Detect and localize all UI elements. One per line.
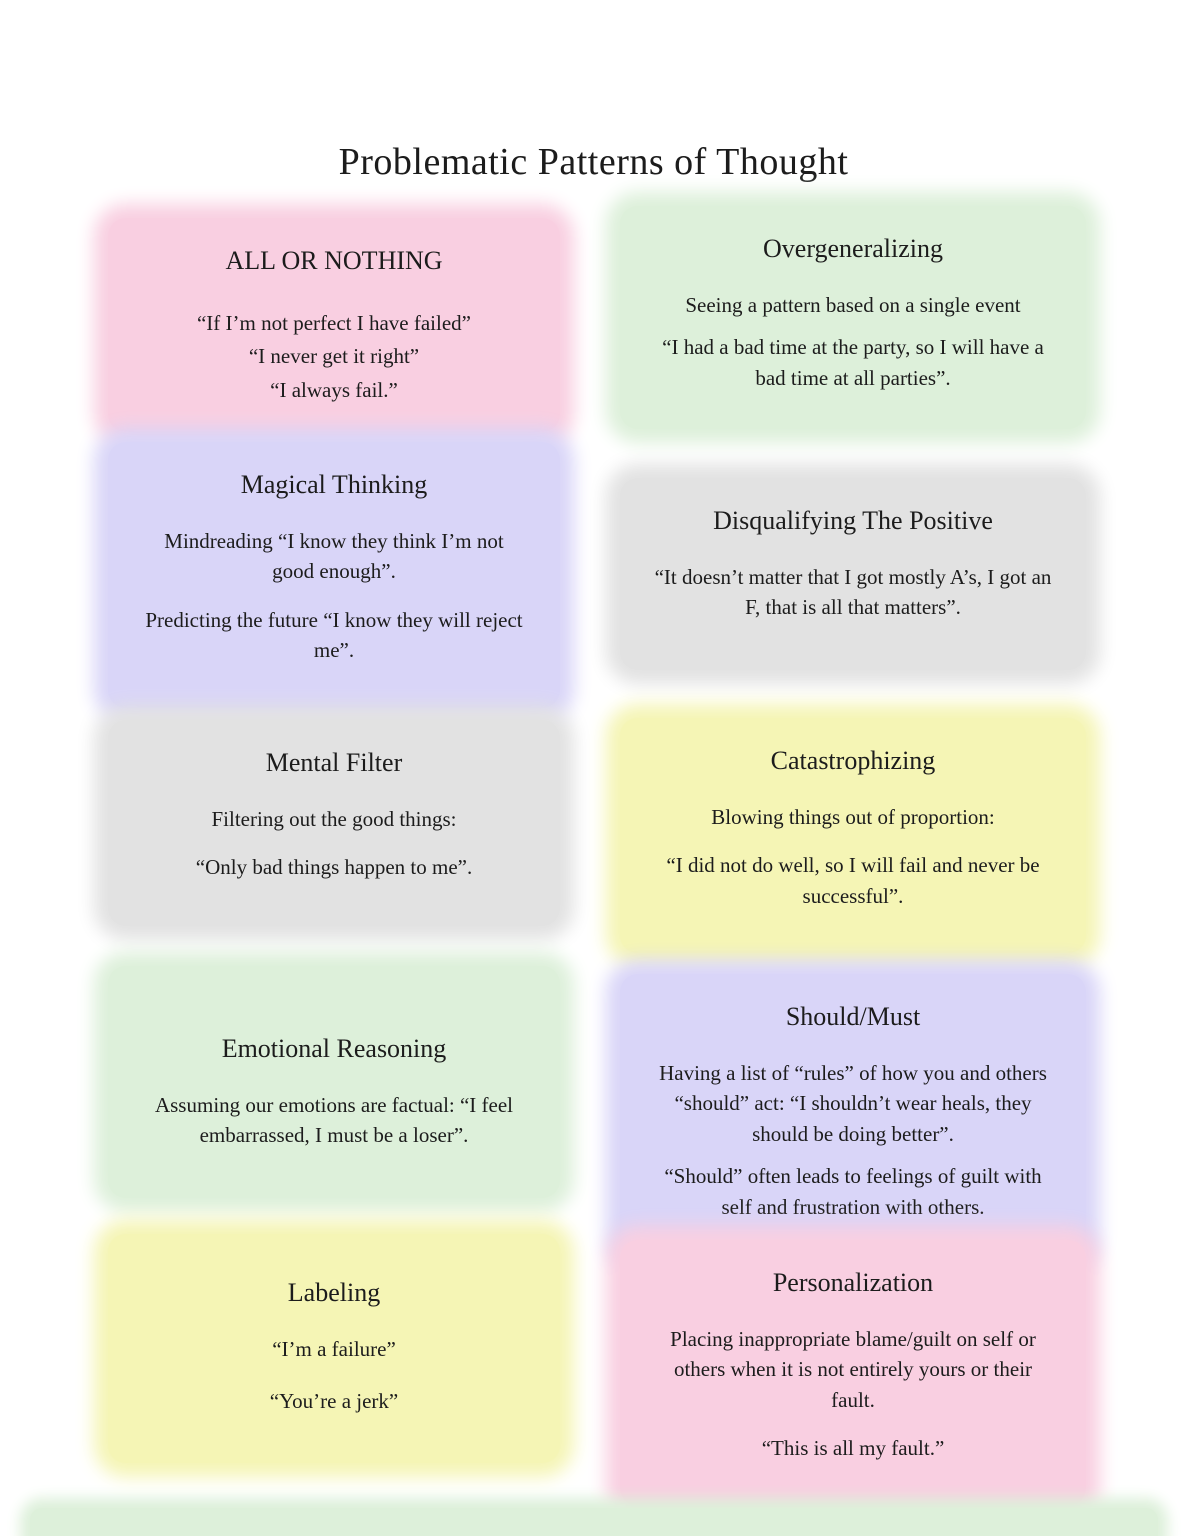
card-text: Seeing a pattern based on a single event <box>685 293 1021 317</box>
card-title: Magical Thinking <box>240 470 428 499</box>
card-mental-filter <box>108 720 560 926</box>
card-title: Should/Must <box>785 1002 921 1031</box>
card-magical-thinking <box>108 442 560 708</box>
card-text: “I never get it right” <box>248 344 420 369</box>
card-text: Predicting the future “I know they will reject me”. <box>145 607 523 663</box>
card-text: Assuming our emotions are factual: “I feel embarrassed, I must be a loser”. <box>154 1093 514 1148</box>
card-title: Emotional Reasoning <box>221 1034 447 1063</box>
card-text: “If I’m not perfect I have failed” <box>196 311 471 335</box>
card-title: Overgeneralizing <box>763 234 943 263</box>
card-emotional-reasoning <box>108 966 560 1198</box>
card-text: “Should” often leads to feelings of guilt with self and frustration with others. <box>664 1164 1042 1219</box>
card-title: Catastrophizing <box>770 746 936 775</box>
card-title: ALL OR NOTHING <box>225 246 443 275</box>
card-text: Mindreading “I know they think I’m not good enough”. <box>164 529 504 584</box>
card-text: Blowing things out of proportion: <box>711 805 995 829</box>
card-title: Labeling <box>287 1278 381 1307</box>
card-overgeneralizing <box>620 206 1086 429</box>
card-text: Having a list of “rules” of how you and others “should” act: “I shouldn’t wear heals, they should be doing better”. <box>659 1061 1047 1146</box>
card-title: Disqualifying The Positive <box>713 506 993 535</box>
card-should-must <box>620 974 1086 1258</box>
card-labeling <box>108 1234 560 1463</box>
card-text: “I always fail.” <box>270 377 398 402</box>
card-text: Filtering out the good things: <box>211 807 457 831</box>
card-disqualifying-the-positive <box>620 478 1086 670</box>
card-text: “It doesn’t matter that I got mostly A’s, I got an F, that is all that matters”. <box>654 565 1052 620</box>
page-title: Problematic Patterns of Thought <box>338 141 849 183</box>
card-title: Personalization <box>772 1268 934 1297</box>
card-all-or-nothing <box>108 218 560 432</box>
card-text: “Only bad things happen to me”. <box>195 855 473 880</box>
card-personalization <box>620 1240 1086 1506</box>
card-text: “I did not do well, so I will fail and never be successful”. <box>666 853 1040 908</box>
card-text: “This is all my fault.” <box>761 1436 945 1461</box>
card-title: Mental Filter <box>265 748 403 777</box>
bottom-partial-card <box>30 1508 1158 1536</box>
card-text: Placing inappropriate blame/guilt on self or others when it is not entirely yours or their fault. <box>670 1327 1036 1412</box>
card-text: “I had a bad time at the party, so I will have a bad time at all parties”. <box>662 335 1044 390</box>
card-catastrophizing <box>620 718 1086 953</box>
card-text: “You’re a jerk” <box>269 1389 399 1414</box>
card-text: “I’m a failure” <box>272 1337 396 1361</box>
